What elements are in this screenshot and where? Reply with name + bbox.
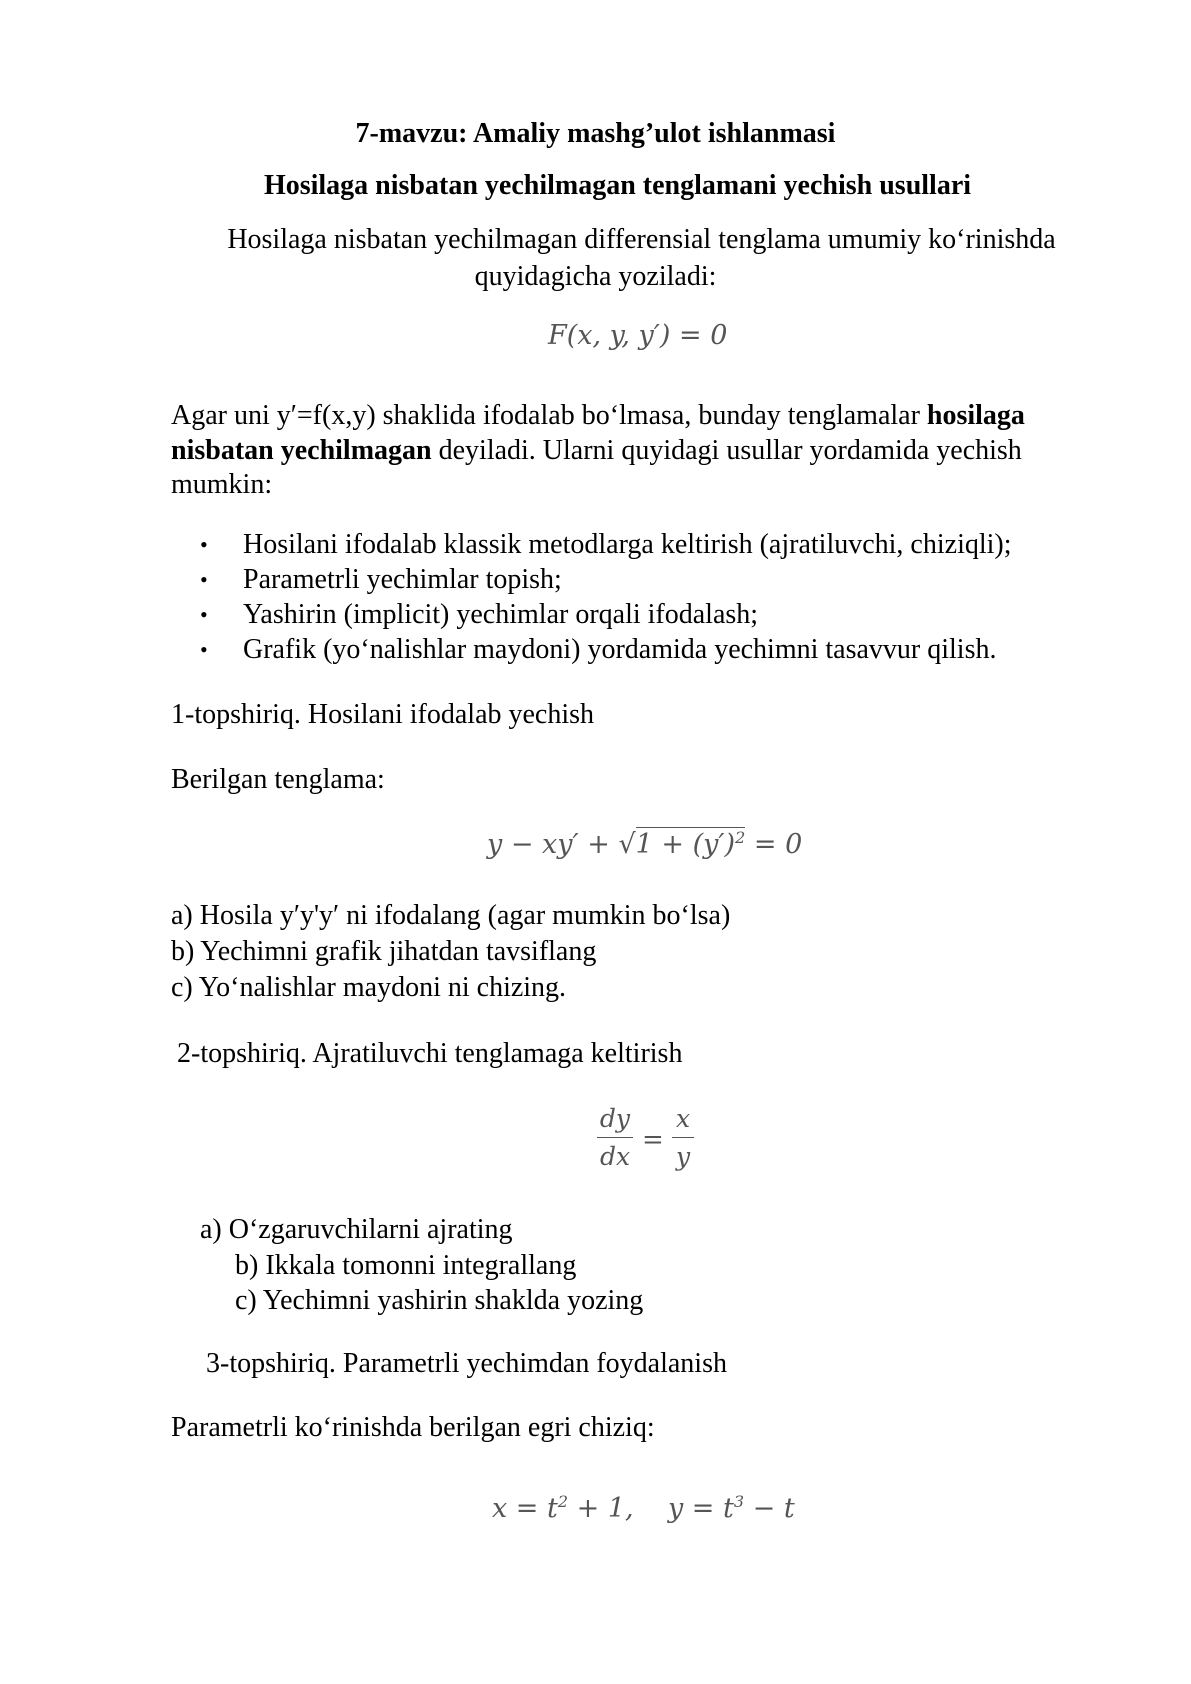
task3-equation: $x = t^2 + 1$, $y = t^3 - t$	[492, 1492, 795, 1524]
task2-part-b: b) Ikkala tomonni integrallang	[235, 1250, 577, 1281]
fraction-x-y: x y	[672, 1104, 694, 1171]
task1-part-c: c) Yo‘nalishlar maydoni ni chizing.	[171, 972, 567, 1003]
task3-heading: 3-topshiriq. Parametrli yechimdan foydalanish	[206, 1348, 727, 1379]
list-item: • Hosilani ifodalab klassik metodlarga keltirish (ajratiluvchi, chiziqli);	[200, 527, 1012, 562]
list-item: • Yashirin (implicit) yechimlar orqali ifodalash;	[200, 597, 1012, 632]
task1-heading: 1-topshiriq. Hosilani ifodalab yechish	[171, 699, 595, 730]
paragraph-definition-line-2: nisbatan yechilmagan deyiladi. Ularni quyidagi usullar yordamida yechish	[171, 435, 1022, 466]
task1-given: Berilgan tenglama:	[171, 764, 385, 795]
fraction-dy-dx: dy dx	[597, 1104, 633, 1171]
task3-given: Parametrli ko‘rinishda berilgan egri chiziq:	[171, 1412, 655, 1443]
methods-list	[200, 527, 1012, 667]
paragraph-definition-line-3: mumkin:	[171, 469, 273, 500]
task1-part-a: a) Hosila y′y'y′ ni ifodalang (agar mumkin bo‘lsa)	[171, 900, 731, 931]
intro-line-2: quyidagicha yoziladi:	[474, 261, 717, 292]
equals-sign: =	[642, 1125, 664, 1155]
task2-part-c: c) Yechimni yashirin shaklda yozing	[235, 1285, 644, 1316]
intro-line-1: Hosilaga nisbatan yechilmagan differensial tenglama umumiy ko‘rinishda	[227, 224, 1056, 255]
equation-general: F(x, y, y′) = 0	[548, 320, 728, 351]
task1-part-b: b) Yechimni grafik jihatdan tavsiflang	[171, 936, 597, 967]
paragraph-definition-line-1: Agar uni y′=f(x,y) shaklida ifodalab bo‘lmasa, bunday tenglamalar hosilaga	[171, 400, 1025, 431]
page-title: 7-mavzu: Amaliy mashg’ulot ishlanmasi	[355, 118, 836, 149]
task2-heading: 2-topshiriq. Ajratiluvchi tenglamaga keltirish	[177, 1038, 683, 1069]
list-item: • Grafik (yo‘nalishlar maydoni) yordamida yechimni tasavvur qilish.	[200, 632, 1012, 667]
task1-equation: $y - xy' + √1 + (y')^2 = 0$	[487, 828, 803, 860]
page-subtitle: Hosilaga nisbatan yechilmagan tenglamani yechish usullari	[263, 170, 972, 201]
list-item: • Parametrli yechimlar topish;	[200, 562, 1012, 597]
task2-part-a: a) O‘zgaruvchilarni ajrating	[200, 1214, 513, 1245]
